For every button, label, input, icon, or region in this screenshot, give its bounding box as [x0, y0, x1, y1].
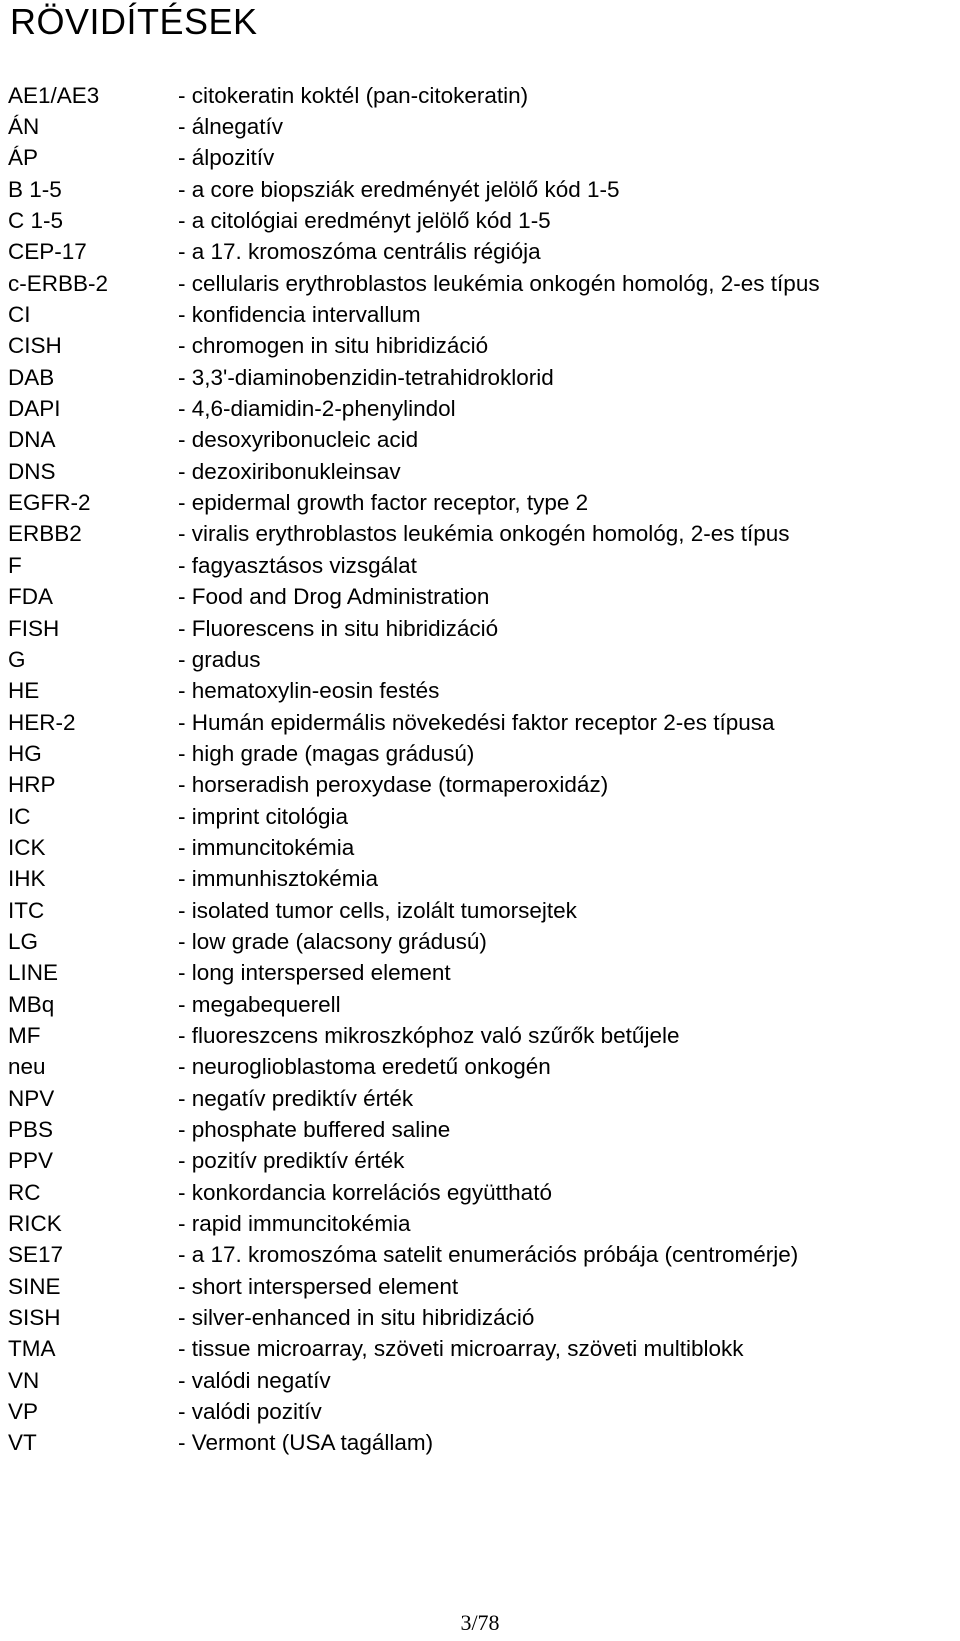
abbreviation-row [8, 644, 953, 675]
abbreviation-definition: - immuncitokémia [178, 834, 355, 860]
abbreviation-term: IC [8, 803, 31, 829]
abbreviation-term: CI [8, 302, 31, 328]
abbreviation-definition: - high grade (magas grádusú) [178, 740, 475, 766]
abbreviation-row [8, 1020, 953, 1051]
abbreviation-term: HER-2 [8, 709, 76, 735]
abbreviation-definition: - dezoxiribonukleinsav [178, 458, 401, 484]
abbreviation-row [8, 268, 953, 299]
abbreviation-term: VT [8, 1430, 37, 1456]
abbreviation-definition: - desoxyribonucleic acid [178, 427, 419, 453]
abbreviation-row [8, 331, 953, 362]
abbreviation-definition: - a 17. kromoszóma centrális régiója [178, 239, 541, 265]
abbreviation-definition: - konfidencia intervallum [178, 302, 421, 328]
abbreviation-row [8, 111, 953, 142]
abbreviation-term: RC [8, 1179, 41, 1205]
abbreviation-definition: - pozitív prediktív érték [178, 1148, 405, 1174]
abbreviation-definition: - tissue microarray, szöveti microarray, szöveti multiblokk [178, 1336, 744, 1362]
abbreviation-row [8, 1365, 953, 1396]
abbreviation-term: F [8, 552, 22, 578]
abbreviation-row [8, 237, 953, 268]
abbreviation-term: FISH [8, 615, 60, 641]
abbreviation-term: B 1-5 [8, 176, 62, 202]
abbreviation-row [8, 1208, 953, 1239]
abbreviation-definition: - a citológiai eredményt jelölő kód 1-5 [178, 208, 551, 234]
abbreviation-row [8, 1177, 953, 1208]
abbreviation-definition: - phosphate buffered saline [178, 1117, 451, 1143]
abbreviation-row [8, 393, 953, 424]
abbreviation-term: SINE [8, 1273, 61, 1299]
abbreviation-term: FDA [8, 584, 53, 610]
abbreviation-definition: - imprint citológia [178, 803, 349, 829]
abbreviation-definition: - low grade (alacsony grádusú) [178, 928, 487, 954]
abbreviation-definition: - rapid immuncitokémia [178, 1211, 411, 1237]
abbreviation-term: DAPI [8, 396, 61, 422]
abbreviation-term: ÁP [8, 145, 39, 171]
abbreviation-term: ÁN [8, 114, 40, 140]
abbreviation-row [8, 362, 953, 393]
abbreviation-definition: - isolated tumor cells, izolált tumorsejtek [178, 897, 577, 923]
abbreviation-definition: - neuroglioblastoma eredetű onkogén [178, 1054, 551, 1080]
abbreviation-term: CISH [8, 333, 62, 359]
abbreviation-definition: - Food and Drog Administration [178, 584, 490, 610]
abbreviation-row [8, 613, 953, 644]
abbreviation-term: G [8, 646, 26, 672]
page-number: 3/78 [460, 1610, 500, 1635]
abbreviation-row [8, 487, 953, 518]
abbreviation-definition: - hematoxylin-eosin festés [178, 678, 440, 704]
abbreviation-row [8, 989, 953, 1020]
abbreviation-term: SE17 [8, 1242, 64, 1268]
abbreviation-row [8, 1052, 953, 1083]
abbreviation-row [8, 1146, 953, 1177]
abbreviation-term: MBq [8, 991, 55, 1017]
abbreviation-definition: - a core biopsziák eredményét jelölő kód 1-5 [178, 176, 620, 202]
abbreviation-term: HE [8, 678, 40, 704]
abbreviation-term: VN [8, 1367, 40, 1393]
abbreviation-row [8, 801, 953, 832]
abbreviation-definition: - citokeratin koktél (pan-citokeratin) [178, 82, 529, 108]
abbreviation-definition: - short interspersed element [178, 1273, 459, 1299]
abbreviation-term: LG [8, 928, 39, 954]
abbreviation-term: ITC [8, 897, 45, 923]
abbreviation-row [8, 1334, 953, 1365]
abbreviation-term: MF [8, 1022, 41, 1048]
abbreviation-row [8, 895, 953, 926]
abbreviation-row [8, 456, 953, 487]
abbreviation-definition: - Fluorescens in situ hibridizáció [178, 615, 499, 641]
abbreviation-term: DNS [8, 458, 56, 484]
abbreviation-term: c-ERBB-2 [8, 270, 109, 296]
abbreviation-term: C 1-5 [8, 208, 64, 234]
abbreviation-definition: - fagyasztásos vizsgálat [178, 552, 417, 578]
abbreviation-row [8, 1114, 953, 1145]
abbreviation-row [8, 425, 953, 456]
abbreviation-term: ICK [8, 834, 46, 860]
abbreviation-term: CEP-17 [8, 239, 87, 265]
abbreviation-definition: - chromogen in situ hibridizáció [178, 333, 489, 359]
abbreviation-term: neu [8, 1054, 46, 1080]
abbreviation-term: ERBB2 [8, 521, 82, 547]
abbreviation-term: HG [8, 740, 42, 766]
abbreviation-definition: - Vermont (USA tagállam) [178, 1430, 434, 1456]
abbreviation-row [8, 738, 953, 769]
abbreviation-row [8, 1302, 953, 1333]
abbreviation-definition: - viralis erythroblastos leukémia onkogén homológ, 2-es típus [178, 521, 790, 547]
page-title: RÖVIDÍTÉSEK [10, 1, 258, 42]
abbreviation-definition: - valódi pozitív [178, 1399, 322, 1425]
abbreviation-term: SISH [8, 1305, 61, 1331]
abbreviation-row [8, 1083, 953, 1114]
abbreviation-row [8, 1396, 953, 1427]
abbreviation-term: NPV [8, 1085, 55, 1111]
abbreviation-term: LINE [8, 960, 59, 986]
abbreviation-row [8, 832, 953, 863]
abbreviation-definition: - valódi negatív [178, 1367, 331, 1393]
abbreviation-row [8, 864, 953, 895]
abbreviation-definition: - álnegatív [178, 114, 284, 140]
abbreviation-definition: - gradus [178, 646, 261, 672]
abbreviation-row [8, 205, 953, 236]
abbreviation-definition: - long interspersed element [178, 960, 451, 986]
abbreviation-definition: - negatív prediktív érték [178, 1085, 414, 1111]
abbreviation-row [8, 926, 953, 957]
abbreviation-definition: - 3,3'-diaminobenzidin-tetrahidroklorid [178, 364, 554, 390]
abbreviation-term: TMA [8, 1336, 56, 1362]
abbreviation-term: DNA [8, 427, 56, 453]
abbreviation-term: AE1/AE3 [8, 82, 100, 108]
abbreviation-row [8, 80, 953, 111]
abbreviation-term: DAB [8, 364, 55, 390]
abbreviation-definition: - fluoreszcens mikroszkóphoz való szűrők betűjele [178, 1022, 680, 1048]
abbreviation-row [8, 1240, 953, 1271]
abbreviation-definition: - cellularis erythroblastos leukémia onkogén homológ, 2-es típus [178, 270, 820, 296]
abbreviation-definition: - megabequerell [178, 991, 341, 1017]
abbreviation-term: HRP [8, 772, 56, 798]
abbreviation-term: IHK [8, 866, 46, 892]
abbreviation-definition: - álpozitív [178, 145, 275, 171]
abbreviation-row [8, 299, 953, 330]
abbreviation-term: VP [8, 1399, 39, 1425]
abbreviation-definition: - horseradish peroxydase (tormaperoxidáz) [178, 772, 609, 798]
abbreviation-row [8, 676, 953, 707]
abbreviation-definition: - 4,6-diamidin-2-phenylindol [178, 396, 456, 422]
abbreviation-row [8, 707, 953, 738]
abbreviation-row [8, 582, 953, 613]
abbreviation-definition: - konkordancia korrelációs együttható [178, 1179, 552, 1205]
abbreviation-definition: - a 17. kromoszóma satelit enumerációs próbája (centromérje) [178, 1242, 799, 1268]
abbreviation-row [8, 958, 953, 989]
abbreviation-definition: - epidermal growth factor receptor, type 2 [178, 490, 589, 516]
abbreviation-definition: - Humán epidermális növekedési faktor receptor 2-es típusa [178, 709, 775, 735]
abbreviation-term: EGFR-2 [8, 490, 91, 516]
abbreviation-definition: - immunhisztokémia [178, 866, 379, 892]
abbreviation-row [8, 1271, 953, 1302]
abbreviation-row [8, 770, 953, 801]
abbreviation-row [8, 1428, 953, 1459]
abbreviation-term: PPV [8, 1148, 54, 1174]
abbreviation-term: PBS [8, 1117, 54, 1143]
abbreviation-row [8, 174, 953, 205]
abbreviation-row [8, 143, 953, 174]
abbreviation-definition: - silver-enhanced in situ hibridizáció [178, 1305, 535, 1331]
abbreviation-list [8, 80, 953, 1459]
abbreviation-row [8, 519, 953, 550]
abbreviation-row [8, 550, 953, 581]
abbreviation-term: RICK [8, 1211, 62, 1237]
